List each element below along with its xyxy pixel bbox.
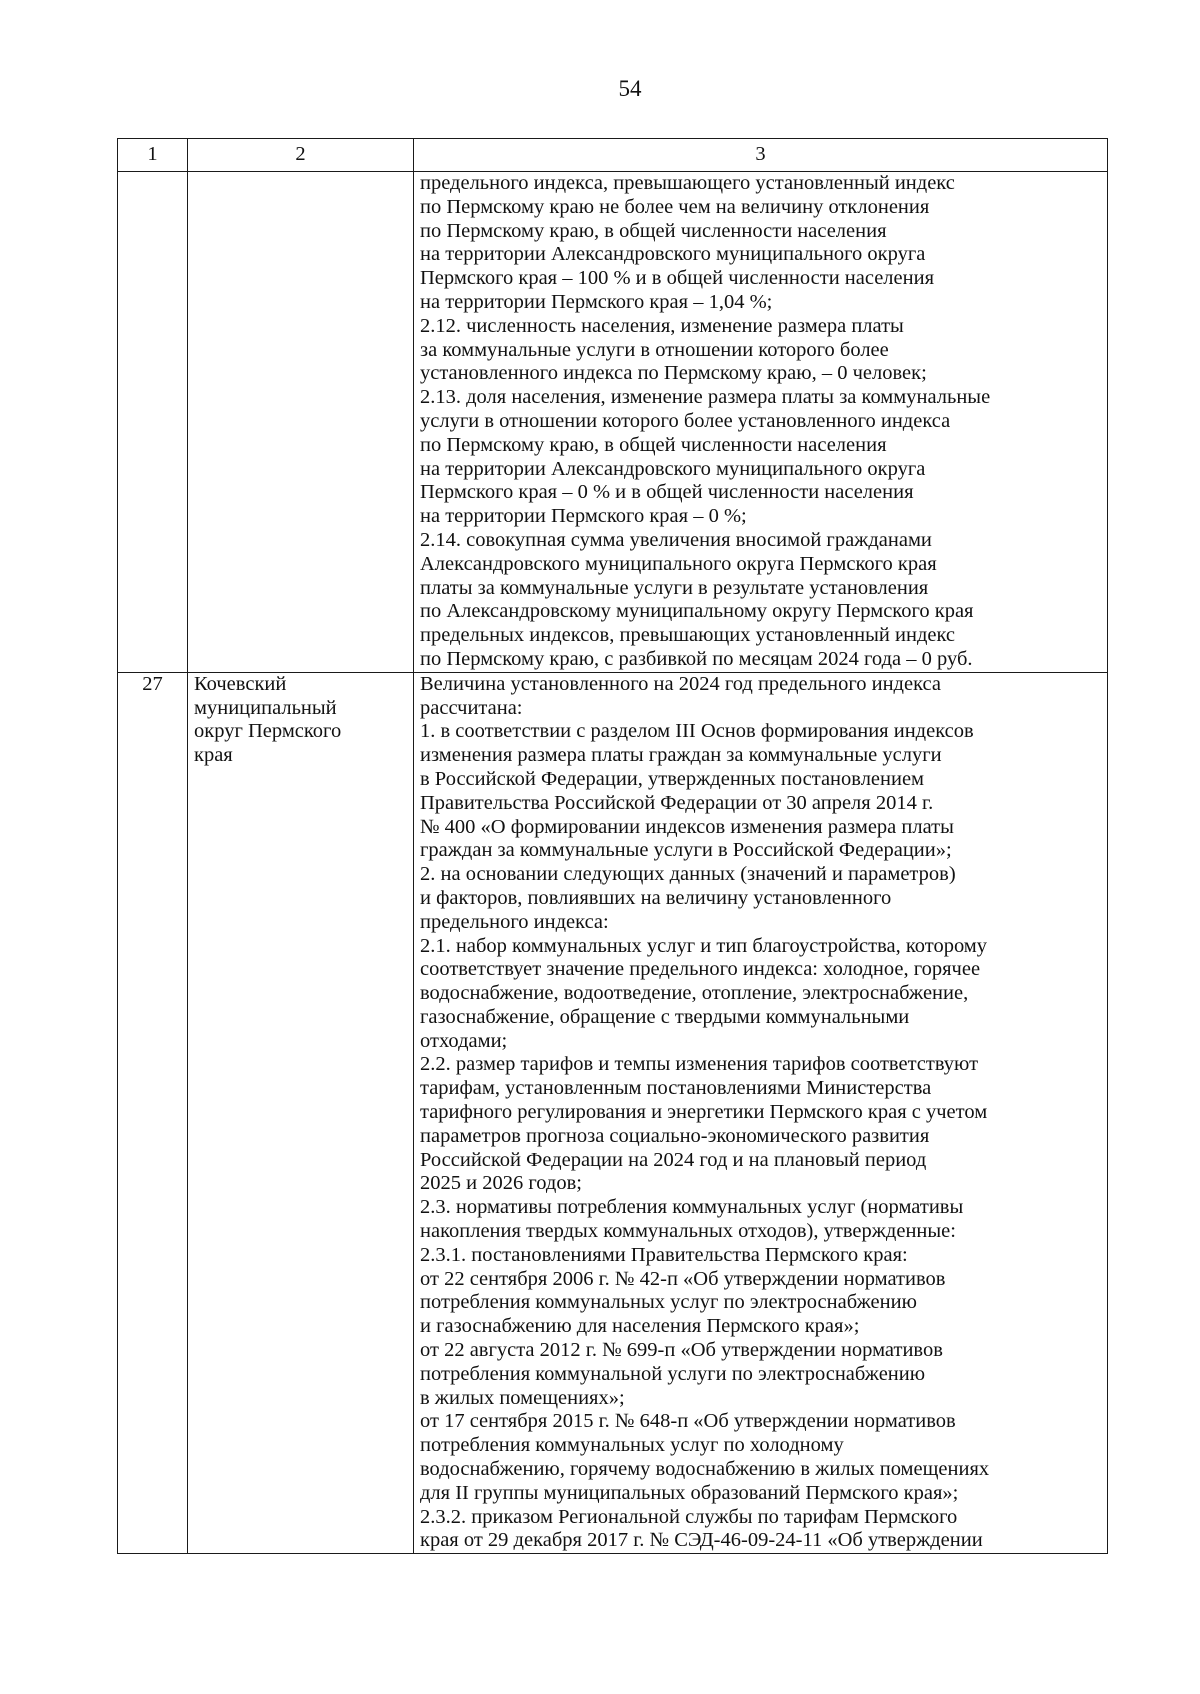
description-line: 2025 и 2026 годов; [420,1172,582,1195]
description-line: водоснабжению, горячему водоснабжению в жилых помещениях [420,1458,990,1481]
description-line: Пермского края – 100 % и в общей численности населения [420,267,935,290]
description-line: граждан за коммунальные услуги в Российской Федерации»; [420,839,952,862]
municipality-name-line: муниципальный [194,696,337,719]
description-line: соответствует значение предельного индекса: холодное, горячее [420,958,981,981]
header-cell-1: 1 [118,139,188,172]
description-line: параметров прогноза социально-экономического развития [420,1124,930,1147]
description-line: 2.14. совокупная сумма увеличения вносимой гражданами [420,528,932,551]
description-line: 2. на основании следующих данных (значений и параметров) [420,863,956,886]
description-line: накопления твердых коммунальных отходов), утвержденные: [420,1220,956,1243]
description-line: предельных индексов, превышающих установленный индекс [420,624,956,647]
table-header [118,139,1108,172]
municipality-name-cell [188,672,414,1553]
description-line: потребления коммунальных услуг по электроснабжению [420,1291,917,1314]
description-line: для II группы муниципальных образований Пермского края»; [420,1481,959,1504]
description-line: водоснабжение, водоотведение, отопление, электроснабжение, [420,982,969,1005]
description-line: 2.13. доля населения, изменение размера платы за коммунальные [420,386,991,409]
municipality-name-line: округ Пермского [194,720,342,743]
description-line: и факторов, повлиявших на величину установленного [420,886,892,909]
description-line: по Пермскому краю, в общей численности населения [420,433,887,456]
description-line: тарифам, установленным постановлениями Министерства [420,1077,932,1100]
description-line: по Пермскому краю не более чем на величину отклонения [420,195,930,218]
description-line: Величина установленного на 2024 год предельного индекса [420,672,941,695]
description-line: и газоснабжению для населения Пермского края»; [420,1315,860,1338]
row-number-cell [118,172,188,673]
description-cell [414,172,1108,673]
table-row [118,172,1108,673]
description-line: рассчитана: [420,696,523,719]
description-line: тарифного регулирования и энергетики Пермского края с учетом [420,1101,988,1124]
municipality-name-cell [188,172,414,673]
description-line: 2.3.2. приказом Региональной службы по тарифам Пермского [420,1505,958,1528]
description-line: 2.2. размер тарифов и темпы изменения тарифов соответствуют [420,1053,979,1076]
description-line: на территории Пермского края – 1,04 %; [420,290,773,313]
description-line: Пермского края – 0 % и в общей численности населения [420,481,914,504]
header-cell-2: 2 [188,139,414,172]
municipality-name-line: Кочевский [194,672,287,695]
description-line: газоснабжение, обращение с твердыми коммунальными [420,1005,910,1028]
municipality-name-line: края [194,744,233,767]
description-cell [414,672,1108,1553]
description-line: на территории Пермского края – 0 %; [420,505,747,528]
description-line: платы за коммунальные услуги в результате установления [420,576,929,599]
description-line: Александровского муниципального округа Пермского края [420,552,937,575]
description-line: Российской Федерации на 2024 год и на плановый период [420,1148,927,1171]
description-line: установленного индекса по Пермскому краю, – 0 человек; [420,362,927,385]
description-line: потребления коммунальных услуг по холодному [420,1434,844,1457]
page-number: 54 [618,76,642,101]
description-line: края от 29 декабря 2017 г. № СЭД-46-09-24-11 «Об утверждении [420,1529,983,1552]
description-line: № 400 «О формировании индексов изменения размера платы [420,815,954,838]
description-line: за коммунальные услуги в отношении которого более [420,338,889,361]
description-line: от 17 сентября 2015 г. № 648-п «Об утверждении нормативов [420,1410,956,1433]
description-line: на территории Александровского муниципального округа [420,457,926,480]
description-line: 1. в соответствии с разделом III Основ формирования индексов [420,720,974,743]
document-table [117,138,1108,1554]
description-line: предельного индекса: [420,910,609,933]
description-line: 2.12. численность населения, изменение размера платы [420,314,904,337]
description-line: по Пермскому краю, с разбивкой по месяцам 2024 года – 0 руб. [420,647,973,670]
table-row [118,672,1108,1553]
description-line: в Российской Федерации, утвержденных постановлением [420,767,925,790]
table-body [118,172,1108,1554]
header-row [118,139,1108,172]
description-line: 2.1. набор коммунальных услуг и тип благоустройства, которому [420,934,988,957]
description-line: изменения размера платы граждан за коммунальные услуги [420,744,942,767]
description-line: по Александровскому муниципальному округу Пермского края [420,600,974,623]
description-line: предельного индекса, превышающего установленный индекс [420,172,955,194]
description-line: 2.3. нормативы потребления коммунальных услуг (нормативы [420,1196,964,1219]
description-line: потребления коммунальной услуги по электроснабжению [420,1362,926,1385]
row-number-cell: 27 [118,672,188,1553]
description-line: от 22 сентября 2006 г. № 42-п «Об утверждении нормативов [420,1267,946,1290]
description-line: услуги в отношении которого более установленного индекса [420,409,951,432]
description-line: по Пермскому краю, в общей численности населения [420,219,887,242]
description-line: отходами; [420,1029,508,1052]
description-line: от 22 августа 2012 г. № 699-п «Об утверждении нормативов [420,1339,943,1362]
description-line: 2.3.1. постановлениями Правительства Пермского края: [420,1243,908,1266]
description-line: Правительства Российской Федерации от 30 апреля 2014 г. [420,791,934,814]
description-line: на территории Александровского муниципального округа [420,243,926,266]
description-line: в жилых помещениях»; [420,1386,625,1409]
header-cell-3: 3 [414,139,1108,172]
